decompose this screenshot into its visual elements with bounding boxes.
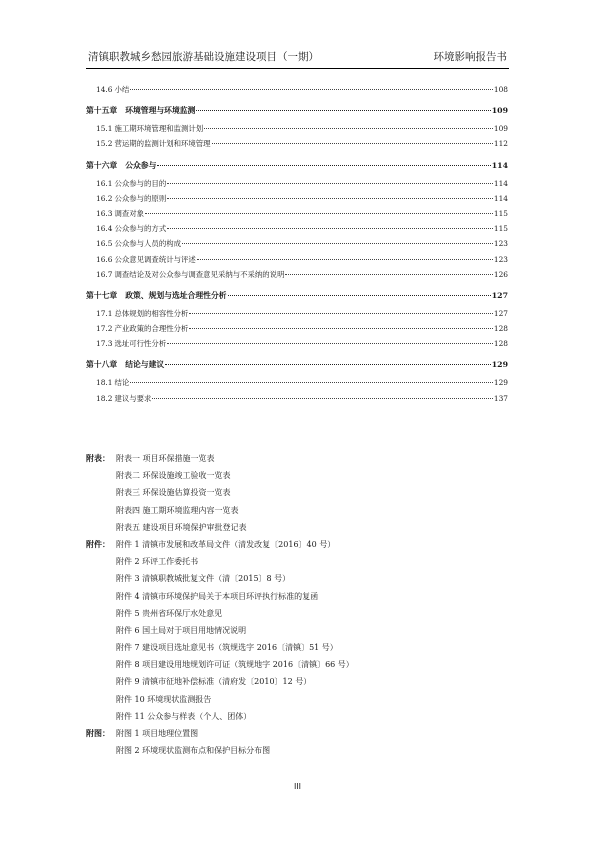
- toc-entry[interactable]: [86, 306, 508, 321]
- appendix-item-text: 附件 9 清镇市征地补偿标准（清府发〔2010〕12 号）: [116, 677, 312, 687]
- toc-entry[interactable]: [86, 191, 508, 206]
- toc-entry[interactable]: [86, 336, 508, 351]
- appendix-group: [86, 725, 506, 759]
- toc-chapter-title: 结论与建议: [125, 360, 165, 370]
- toc-entry-number: 16.1: [96, 178, 113, 188]
- appendix-item[interactable]: [86, 467, 506, 484]
- appendix-item[interactable]: [86, 691, 506, 708]
- appendix-item-text: 附件 1 清镇市发展和改革局文件（清发改复〔2016〕40 号）: [116, 539, 336, 549]
- toc-entry-page: 137: [493, 393, 508, 403]
- toc-entry-title: 调查对象: [114, 208, 145, 218]
- appendix-item[interactable]: [86, 519, 506, 536]
- appendix-item[interactable]: [86, 639, 506, 656]
- dot-leader: [189, 328, 493, 329]
- appendix-item-text: 附件 10 环境现状监测报告: [116, 694, 212, 704]
- dot-leader: [197, 259, 493, 260]
- toc-chapters: [86, 97, 508, 406]
- toc-entry-title: 调查结论及对公众参与调查意见采纳与不采纳的说明: [114, 269, 285, 279]
- appendix-item[interactable]: [86, 588, 506, 605]
- toc-entry[interactable]: [86, 121, 508, 136]
- toc-entry-title: 营运期的监测计划和环境管理: [114, 139, 211, 149]
- toc-entry-number: 15.1: [96, 124, 113, 134]
- appendix-item-text: 附件 6 国土局对于项目用地情况说明: [116, 625, 247, 635]
- toc-entry-page: 126: [493, 269, 508, 279]
- appendix-item[interactable]: [86, 742, 506, 759]
- toc-chapter-number: 第十八章: [86, 360, 118, 370]
- toc-entry-number: 18.1: [96, 378, 113, 388]
- toc-entry[interactable]: [86, 206, 508, 221]
- toc-entry-title: 建议与要求: [114, 393, 152, 403]
- dot-leader: [204, 128, 493, 129]
- toc-entry-number: 16.4: [96, 224, 113, 234]
- dot-leader: [145, 213, 493, 214]
- dot-leader: [167, 228, 493, 229]
- toc-chapter-number: 第十七章: [86, 290, 118, 300]
- dot-leader: [130, 89, 493, 90]
- toc-entry-page: 129: [493, 378, 508, 388]
- toc-entry-number: 18.2: [96, 393, 113, 403]
- toc-entry-page: 123: [493, 254, 508, 264]
- dot-leader: [152, 398, 492, 399]
- toc-chapter[interactable]: [86, 156, 508, 176]
- appendix-item[interactable]: [86, 673, 506, 690]
- dot-leader: [167, 198, 493, 199]
- toc-entry[interactable]: [86, 82, 508, 97]
- toc-entry-title: 公众意见调查统计与评述: [114, 254, 196, 264]
- appendix-item-text: 附表一 项目环保措施一览表: [116, 454, 215, 463]
- toc-entry-title: 公众参与的目的: [114, 178, 167, 188]
- toc-entry-number: 16.3: [96, 208, 113, 218]
- appendix-item[interactable]: [86, 553, 506, 570]
- appendix-item[interactable]: [86, 622, 506, 639]
- dot-leader: [285, 274, 492, 275]
- toc-chapter[interactable]: [86, 101, 508, 121]
- toc-entry-page: 114: [493, 178, 508, 188]
- appendix-item-text: 附件 3 清镇职教城批复文件（清〔2015〕8 号）: [116, 574, 291, 584]
- toc-entry-title: 选址可行性分析: [114, 339, 167, 349]
- toc-entry-number: 16.6: [96, 254, 113, 264]
- dot-leader: [228, 295, 491, 296]
- toc-chapter-number: 第十六章: [86, 160, 118, 170]
- toc-entry-page: 109: [493, 124, 508, 134]
- appendix-item-text: 附表二 环保设施竣工验收一览表: [116, 471, 231, 481]
- toc-entry-page: 127: [493, 308, 508, 318]
- appendix-item[interactable]: [86, 502, 506, 519]
- header-document-type: 环境影响报告书: [433, 51, 507, 63]
- page-header: [86, 48, 509, 69]
- appendix-item-text: 附表三 环保设施估算投资一览表: [116, 488, 231, 498]
- appendix-group-label: 附件：: [86, 538, 110, 549]
- toc-entry-page: 114: [493, 193, 508, 203]
- toc-entry-title: 公众参与人员的构成: [114, 239, 181, 249]
- appendix-item-text: 附图 1 项目地理位置图: [116, 729, 199, 738]
- appendix-item-text: 附图 2 环境现状监测布点和保护目标分布图: [116, 746, 271, 756]
- toc-entry-number: 17.1: [96, 308, 113, 318]
- dot-leader: [167, 183, 493, 184]
- appendix-item[interactable]: [86, 605, 506, 622]
- appendix-item[interactable]: [86, 484, 506, 501]
- toc-entry-title: 产业政策的合理性分析: [114, 324, 189, 334]
- toc-entry-page: 115: [493, 208, 508, 218]
- toc-entry[interactable]: [86, 252, 508, 267]
- appendix-group-label: 附表：: [86, 453, 110, 463]
- dot-leader: [212, 143, 493, 144]
- toc-entry[interactable]: [86, 321, 508, 336]
- toc-entry[interactable]: [86, 221, 508, 236]
- appendix-item[interactable]: [86, 570, 506, 587]
- dot-leader: [189, 313, 493, 314]
- toc-entry-title: 总体规划的相容性分析: [114, 308, 189, 318]
- toc-chapter-page: 109: [491, 106, 508, 116]
- toc-chapter-title: 政策、规划与选址合理性分析: [125, 290, 227, 300]
- toc-entry[interactable]: [86, 236, 508, 251]
- toc-entry[interactable]: [86, 391, 508, 406]
- dot-leader: [157, 165, 490, 166]
- toc-entry-number: 16.5: [96, 239, 113, 249]
- toc-entry-title: 公众参与的方式: [114, 224, 167, 234]
- toc-chapter-page: 127: [491, 290, 508, 300]
- toc-chapter-page: 114: [491, 160, 508, 170]
- toc-chapter-title: 环境管理与环境监测: [125, 106, 196, 116]
- toc-entry-title: 小结: [114, 85, 130, 94]
- toc-chapter-number: 第十五章: [86, 106, 118, 116]
- appendix-item-text: 附表五 建设项目环境保护审批登记表: [116, 522, 247, 532]
- table-of-contents: [86, 82, 508, 406]
- toc-entry[interactable]: [86, 136, 508, 151]
- appendix-group: [86, 450, 506, 536]
- toc-entry-page: 128: [493, 339, 508, 349]
- toc-entry[interactable]: [86, 267, 508, 282]
- appendix-item-text: 附件 4 清镇市环境保护局关于本项目环评执行标准的复函: [116, 591, 319, 601]
- toc-entry-page: 112: [493, 139, 508, 149]
- appendix-item[interactable]: [86, 708, 506, 725]
- toc-entry[interactable]: [86, 375, 508, 390]
- appendix-item[interactable]: [86, 725, 506, 742]
- appendix-item[interactable]: [86, 450, 506, 467]
- page-number: III: [293, 782, 302, 791]
- appendix-item-text: 附件 7 建设项目选址意见书（筑规选字 2016〔清镇〕51 号）: [116, 643, 338, 653]
- toc-chapter[interactable]: [86, 286, 508, 306]
- dot-leader: [167, 343, 493, 344]
- toc-entry-number: 17.3: [96, 339, 113, 349]
- appendix-item-text: 附件 5 贵州省环保厅水处意见: [116, 608, 223, 618]
- dot-leader: [130, 382, 493, 383]
- toc-entry-number: 17.2: [96, 324, 113, 334]
- toc-entry-page: 115: [493, 224, 508, 234]
- appendix-group-label: 附图：: [86, 728, 110, 738]
- dot-leader: [165, 364, 491, 365]
- toc-entry-page: 108: [493, 85, 508, 94]
- appendix-item-text: 附件 11 公众参与样表（个人、团体）: [116, 711, 252, 721]
- appendix-item-text: 附件 2 环评工作委托书: [116, 557, 199, 567]
- appendix-item-text: 附表四 施工期环境监理内容一览表: [116, 505, 239, 515]
- toc-entry[interactable]: [86, 176, 508, 191]
- toc-entry-number: 16.2: [96, 193, 113, 203]
- toc-entry-number: 15.2: [96, 139, 113, 149]
- appendix-item-text: 附件 8 项目建设用地规划许可证（筑规地字 2016〔清镇〕66 号）: [116, 660, 354, 670]
- toc-entry-title: 公众参与的原则: [114, 193, 167, 203]
- toc-chapter-title: 公众参与: [125, 160, 157, 170]
- appendix-group: [86, 536, 506, 725]
- dot-leader: [196, 110, 490, 111]
- dot-leader: [182, 243, 493, 244]
- toc-chapter[interactable]: [86, 355, 508, 375]
- appendix-item[interactable]: [86, 656, 506, 673]
- toc-entry-number: 14.6: [96, 85, 113, 94]
- toc-chapter-page: 129: [491, 360, 508, 370]
- appendix-list: [86, 450, 506, 759]
- appendix-item[interactable]: [86, 536, 506, 553]
- toc-entry-page: 128: [493, 324, 508, 334]
- toc-entry-page: 123: [493, 239, 508, 249]
- header-project-title: 清镇职教城乡愁园旅游基础设施建设项目（一期）: [88, 51, 319, 63]
- toc-entry-title: 结论: [114, 378, 130, 388]
- toc-entry-title: 施工期环境管理和监测计划: [114, 124, 204, 134]
- toc-entry-number: 16.7: [96, 269, 113, 279]
